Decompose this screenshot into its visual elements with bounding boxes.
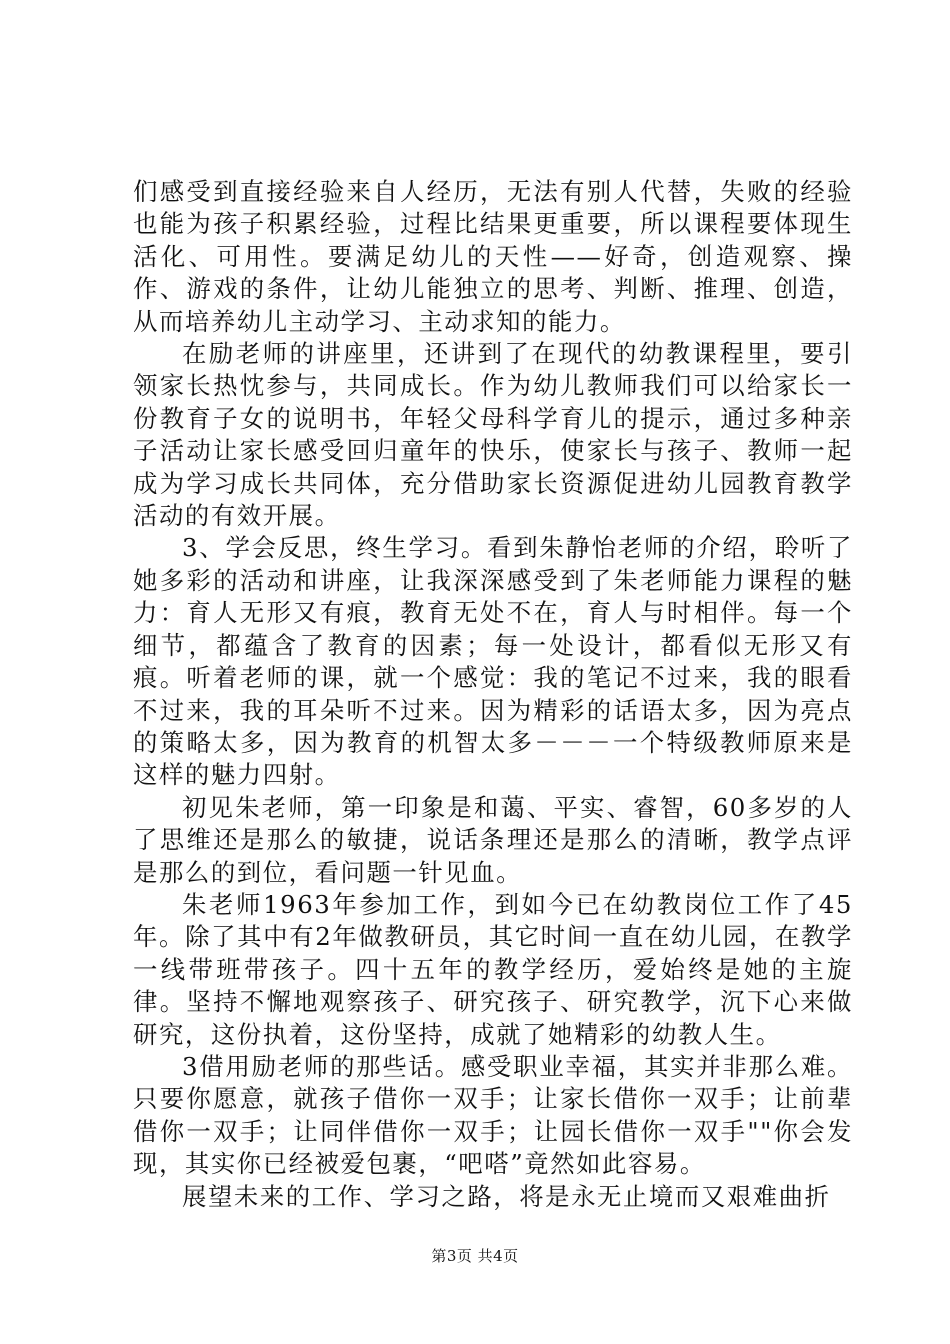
paragraph-future: 展望未来的工作、学习之路，将是永无止境而又艰难曲折: [182, 1181, 831, 1211]
document-body: [133, 176, 853, 1213]
paragraph-reflection: 3、学会反思，终生学习。看到朱静怡老师的介绍，聆听了她多彩的活动和讲座，让我深深感受到了朱老师能力课程的魅力：育人无形又有痕，教育无处不在，育人与时相伴。每一个细节，都蕴含了教育的因素；每一处设计，都看似无形又有痕。听着老师的课，就一个感觉：我的笔记不过来，我的眼看不过来，我的耳朵听不过来。因为精彩的话语太多，因为亮点的策略太多，因为教育的机智太多－－－一个特级教师原来是这样的魅力四射。: [133, 533, 853, 790]
paragraph-first-impression: 初见朱老师，第一印象是和蔼、平实、睿智，60多岁的人了思维还是那么的敏捷，说话条理还是那么的清晰，教学点评是那么的到位，看问题一针见血。: [133, 792, 853, 887]
paragraph-continuation: 们感受到直接经验来自人经历，无法有别人代替，失败的经验也能为孩子积累经验，过程比结果更重要，所以课程要体现生活化、可用性。要满足幼儿的天性——好奇，创造观察、操作、游戏的条件，让幼儿能独立的思考、判断、推理、创造，从而培养幼儿主动学习、主动求知的能力。: [133, 177, 853, 336]
paragraph-parent-engagement: 在励老师的讲座里，还讲到了在现代的幼教课程里，要引领家长热忱参与，共同成长。作为幼儿教师我们可以给家长一份教育子女的说明书，年轻父母科学育儿的提示，通过多种亲子活动让家长感受回归童年的快乐，使家长与孩子、教师一起成为学习成长共同体，充分借助家长资源促进幼儿园教育教学活动的有效开展。: [133, 339, 853, 531]
paragraph-career: 朱老师1963年参加工作，到如今已在幼教岗位工作了45年。除了其中有2年做教研员，其它时间一直在幼儿园，在教学一线带班带孩子。四十五年的教学经历，爱始终是她的主旋律。坚持不懈地观察孩子、研究孩子、研究教学，沉下心来做研究，这份执着，这份坚持，成就了她精彩的幼教人生。: [133, 889, 853, 1049]
page-footer: 第3页 共4页: [431, 1247, 519, 1265]
paragraph-happiness: 3借用励老师的那些话。感受职业幸福，其实并非那么难。只要你愿意，就孩子借你一双手；让家长借你一双手；让前辈借你一双手；让同伴借你一双手；让园长借你一双手""你会发现，其实你已经被爱包裹，“吧嗒”竟然如此容易。: [133, 1051, 853, 1179]
